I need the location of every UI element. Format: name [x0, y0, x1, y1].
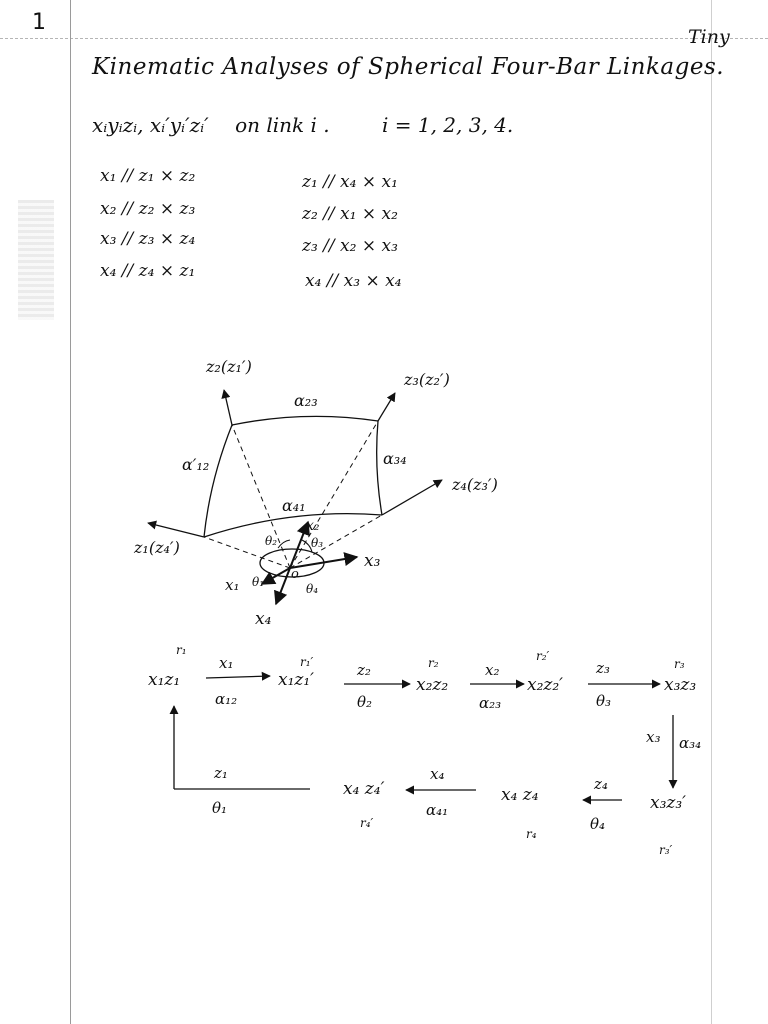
edge6-top: z₄ — [594, 775, 608, 793]
edge3-bottom: α₂₃ — [479, 694, 502, 712]
label-z3: z₃(z₂′) — [404, 370, 450, 389]
frames-label: xᵢyᵢzᵢ, xᵢ′yᵢ′zᵢ′ — [92, 113, 209, 137]
edge1-top: x₁ — [219, 654, 234, 672]
loop-r1p: r₁′ — [300, 655, 314, 669]
edge8-bottom: θ₁ — [212, 799, 228, 817]
x1-axis-arrow — [262, 568, 290, 584]
loop-r4: r₄ — [526, 827, 537, 841]
label-alpha23: α₂₃ — [294, 391, 318, 410]
radial-dashed-lines — [204, 421, 382, 568]
edge4-bottom: θ₃ — [596, 692, 612, 710]
relation-left-3: x₃ // z₃ × z₄ — [100, 229, 196, 249]
relation-right-1: z₁ // x₄ × x₁ — [302, 172, 398, 192]
coupler-link-23 — [232, 416, 378, 425]
axis-z4-line — [382, 480, 442, 515]
label-x4: x₄ — [255, 609, 272, 629]
loop-r2p: r₂′ — [536, 649, 550, 663]
x4-axis-arrow — [276, 568, 290, 604]
node-x2z2: x₂z₂ — [416, 675, 449, 695]
node-x1z1p: x₁z₁′ — [278, 670, 315, 690]
edge7-top: x₄ — [430, 765, 445, 783]
label-z4: z₄(z₃′) — [452, 475, 498, 494]
label-alpha12: α′₁₂ — [182, 455, 210, 474]
edge5-right: α₃₄ — [679, 734, 702, 752]
label-alpha41: α₄₁ — [282, 496, 306, 515]
relation-left-4: x₄ // z₄ × z₁ — [100, 261, 196, 281]
on-link-label: on link i . — [235, 113, 330, 137]
label-theta3: θ₃ — [311, 536, 324, 550]
author-initials: Tiny — [688, 26, 730, 48]
loop-r3p: r₃′ — [659, 843, 673, 857]
relation-right-2: z₂ // x₁ × x₂ — [302, 204, 398, 224]
node-x1z1: x₁z₁ — [148, 670, 181, 690]
loop-r4p: r₄′ — [360, 816, 374, 830]
page-number: 1 — [32, 10, 46, 35]
node-x4z4p: x₄ z₄′ — [343, 779, 385, 799]
edge8-top: z₁ — [214, 764, 228, 782]
theta2-arc — [278, 540, 290, 548]
label-theta1: θ₁ — [252, 575, 265, 589]
relation-right-4: x₄ // x₃ × x₄ — [305, 271, 402, 291]
input-link-12 — [204, 425, 232, 537]
label-x2: x₂ — [306, 518, 320, 534]
edge2-top: z₂ — [357, 661, 371, 679]
loop-diagram-labels — [148, 643, 701, 857]
label-z1: z₁(z₄′) — [134, 538, 180, 557]
edge6-bottom: θ₄ — [590, 815, 606, 833]
edge-x1-alpha12 — [206, 676, 270, 678]
relation-left-2: x₂ // z₂ × z₃ — [100, 199, 196, 219]
axis-z1-line — [148, 523, 204, 537]
label-z2: z₂(z₁′) — [206, 357, 252, 376]
label-origin: o — [291, 567, 299, 582]
label-x3: x₃ — [364, 551, 381, 571]
axis-z3-line — [378, 393, 395, 421]
node-x2z2p: x₂z₂′ — [527, 675, 564, 695]
relation-left-1: x₁ // z₁ × z₂ — [100, 166, 196, 186]
node-x3z3p: x₃z₃′ — [650, 793, 687, 813]
node-x3z3: x₃z₃ — [664, 675, 697, 695]
axis-z2-line — [224, 390, 232, 425]
relation-right-3: z₃ // x₂ × x₃ — [302, 236, 398, 256]
edge4-top: z₃ — [596, 659, 610, 677]
edge3-top: x₂ — [485, 661, 500, 679]
loop-r2: r₂ — [428, 656, 439, 670]
edge5-left: x₃ — [646, 728, 661, 746]
output-link-34 — [377, 421, 382, 515]
label-theta2: θ₂ — [265, 534, 278, 548]
edge1-bottom: α₁₂ — [215, 690, 238, 708]
label-alpha34: α₃₄ — [383, 449, 407, 468]
edge7-bottom: α₄₁ — [426, 801, 449, 819]
page-title: Kinematic Analyses of Spherical Four-Bar Linkages. — [92, 54, 725, 80]
loop-r3: r₃ — [674, 657, 685, 671]
edge2-bottom: θ₂ — [357, 693, 373, 711]
label-theta4: θ₄ — [306, 582, 319, 596]
linkage-labels — [133, 357, 498, 629]
node-x4z4: x₄ z₄ — [501, 785, 539, 805]
index-range: i = 1, 2, 3, 4. — [381, 113, 514, 137]
label-x1: x₁ — [225, 576, 240, 594]
ground-link-41 — [204, 514, 382, 537]
loop-r1: r₁ — [176, 643, 187, 657]
